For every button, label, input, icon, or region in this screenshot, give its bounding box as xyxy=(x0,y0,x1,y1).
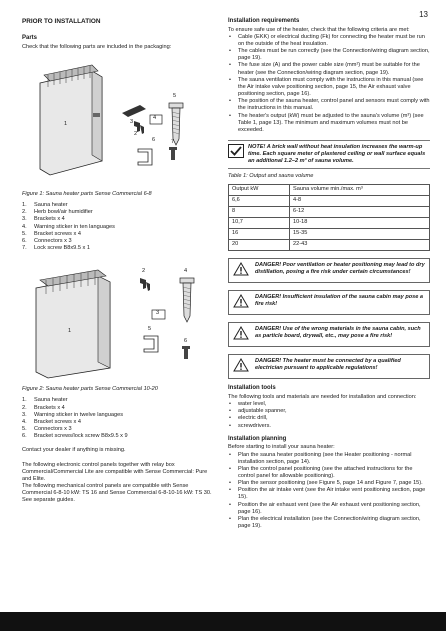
danger-text: DANGER! Poor ventilation or heater positioning may lead to dry distillation, posing a fire risk under certain circumstances! xyxy=(255,261,425,275)
note-icon xyxy=(228,144,248,165)
danger-box xyxy=(228,322,430,347)
output-volume-table xyxy=(228,184,430,251)
list-item: • Plan the control panel positioning (see the attached instructions for the control panel for allowable positioning). xyxy=(228,466,430,480)
figure-2-parts-list xyxy=(22,397,214,440)
figure-1-parts-list xyxy=(22,202,214,252)
fig2-label-6: 6 xyxy=(184,338,188,345)
fig1-label-1: 1 xyxy=(64,121,68,128)
figure-1-caption: Figure 1: Sauna heater parts Sense Commercial 6-8 xyxy=(22,191,152,198)
list-item: • electric drill, xyxy=(228,415,430,422)
mechanical-panels-text: The following mechanical control panels are compatible with Sense Commercial 6-8-10 kW: TS 16 and Sense Commercial 6-8-10-16 kW: TS 30. xyxy=(22,482,212,497)
list-item: 2. Brackets x 4 xyxy=(22,404,65,411)
warning-triangle-icon xyxy=(233,262,255,279)
requirements-title: Installation requirements xyxy=(228,18,300,24)
warning-triangle-icon xyxy=(233,358,255,375)
figure-2-caption: Figure 2: Sauna heater parts Sense Commercial 10-20 xyxy=(22,386,158,393)
fig1-label-2: 2 xyxy=(134,131,138,138)
table-row: 16 15-35 xyxy=(229,228,430,239)
fig1-label-6: 6 xyxy=(152,137,156,144)
list-item: • The sauna ventilation must comply with the instructions in this manual (see the Air intake valve positioning section, page 15, the Air exhaust valve positioning section, page 16). xyxy=(228,77,430,98)
warning-triangle-icon xyxy=(233,294,255,311)
list-item: 3. Warning sticker in twelve languages xyxy=(22,411,124,418)
parts-intro: Check that the following parts are included in the packaging: xyxy=(22,43,172,50)
planning-intro: Before starting to install your sauna heater: xyxy=(228,444,335,451)
list-item: • Position the air intake vent (see the Air intake vent positioning section, page 15). xyxy=(228,487,430,501)
sauna-heater-drawing xyxy=(40,65,102,175)
figure-2-illustration xyxy=(22,258,214,380)
list-item: 4. Warning sticker in ten languages xyxy=(22,223,115,230)
fig1-label-5: 5 xyxy=(173,93,177,100)
fig2-label-2: 2 xyxy=(142,268,146,275)
table-row: 6,6 4-8 xyxy=(229,195,430,206)
list-item: • Position the air exhaust vent (see the Air exhaust vent positioning section, page 16). xyxy=(228,502,430,516)
table-header-row: Output kW Sauna volume min./max. m³ xyxy=(229,184,430,195)
fig2-label-4: 4 xyxy=(184,268,188,275)
planning-list xyxy=(228,452,430,531)
table-row: 20 22-43 xyxy=(229,239,430,250)
list-item: 4. Bracket screws x 4 xyxy=(22,418,81,425)
list-item: 6. Bracket screws/lock screw B8x9.5 x 9 xyxy=(22,433,128,440)
list-item: 6. Connectors x 3 xyxy=(22,237,72,244)
fig2-label-3: 3 xyxy=(156,310,160,317)
danger-box xyxy=(228,258,430,283)
requirements-list xyxy=(228,34,430,134)
list-item: • The cables must be run correctly (see the Connection/wiring diagram section, page 19). xyxy=(228,48,430,62)
list-item: • Plan the sauna heater positioning (see the Heater positioning - normal installation section, page 14). xyxy=(228,452,430,466)
right-column xyxy=(228,18,430,530)
list-item: • screwdrivers. xyxy=(228,423,430,430)
list-item: 2. Herb bowl/air humidifier xyxy=(22,209,93,216)
note-text: A brick wall without heat insulation increases the warm-up time. Each square meter of plastered ceiling or wall surface equals an additional 1.2–2 m³ of sauna volume. xyxy=(248,144,426,165)
fig1-label-7: 7 xyxy=(171,139,175,146)
list-item: 1. Sauna heater xyxy=(22,202,68,209)
page-number: 13 xyxy=(419,10,428,19)
list-item: • Plan the electrical installation (see the Connection/wiring diagram section, page 19). xyxy=(228,516,430,530)
footer-bar xyxy=(0,612,446,631)
fig2-label-1: 1 xyxy=(68,328,72,335)
list-item: • The fuse size (A) and the power cable size (mm²) must be suitable for the heater (see the Connection/wiring diagram section, page 19). xyxy=(228,62,430,76)
list-item: • Plan the sensor positioning (see Figure 5, page 14 and Figure 7, page 15). xyxy=(228,480,430,487)
list-item: • water level, xyxy=(228,401,430,408)
list-item: • Cable (EKK) or electrical ducting (Fk) for connecting the heater must be run on the outside of the heat insulation. xyxy=(228,34,430,48)
left-column xyxy=(22,18,214,504)
fig2-label-5: 5 xyxy=(148,326,152,333)
tools-title: Installation tools xyxy=(228,385,276,392)
fig1-label-3: 3 xyxy=(130,119,134,126)
sauna-heater-drawing-2 xyxy=(36,270,110,378)
tools-intro: The following tools and materials are needed for installation and connection: xyxy=(228,393,417,400)
guides-text: See separate guides. xyxy=(22,497,75,504)
contact-text: Contact your dealer if anything is missing. xyxy=(22,447,126,454)
danger-text: DANGER! Use of the wrong materials in the sauna cabin, such as particle board, drywall, etc., may pose a fire risk! xyxy=(255,325,421,340)
danger-text: DANGER! The heater must be connected by a qualified electrician pursuant to applicable regulations! xyxy=(255,358,401,372)
warning-triangle-icon xyxy=(233,326,255,343)
list-item: 3. Brackets x 4 xyxy=(22,216,65,223)
list-item: 7. Lock screw B8x9.5 x 1 xyxy=(22,245,90,252)
note-label: NOTE! xyxy=(248,144,266,151)
tools-list xyxy=(228,401,430,430)
parts-title: Parts xyxy=(22,35,38,42)
list-item: • The position of the sauna heater, control panel and sensors must comply with the instructions in this manual. xyxy=(228,98,430,112)
danger-box xyxy=(228,354,430,379)
section-heading: PRIOR TO INSTALLATION xyxy=(22,18,101,25)
planning-title: Installation planning xyxy=(228,435,287,442)
list-item: • adjustable spanner, xyxy=(228,408,430,415)
list-item: • The heater's output (kW) must be adjusted to the sauna's volume (m³) (see Table 1, page 13). The minimum and maximum volumes must not be exceeded. xyxy=(228,113,430,134)
list-item: 5. Bracket screws x 4 xyxy=(22,230,81,237)
danger-text: DANGER! Insufficient insulation of the sauna cabin may pose a fire risk! xyxy=(255,293,424,307)
note-box xyxy=(228,140,430,169)
fig1-label-4: 4 xyxy=(153,115,157,122)
list-item: 5. Connectors x 3 xyxy=(22,426,72,433)
requirements-intro: To ensure safe use of the heater, check that the following criteria are met: xyxy=(228,26,410,33)
table-row: 8 6-12 xyxy=(229,206,430,217)
electronic-panels-text: The following electronic control panels together with relay box Commercial/Commercial Lite are compatible with Sense Commercial: Pure and Elite. xyxy=(22,461,208,482)
table-row: 10,7 10-18 xyxy=(229,217,430,228)
figure-1-illustration xyxy=(22,57,214,185)
list-item: 1. Sauna heater xyxy=(22,397,68,404)
table-caption: Table 1: Output and sauna volume xyxy=(228,173,314,180)
danger-box xyxy=(228,290,430,315)
